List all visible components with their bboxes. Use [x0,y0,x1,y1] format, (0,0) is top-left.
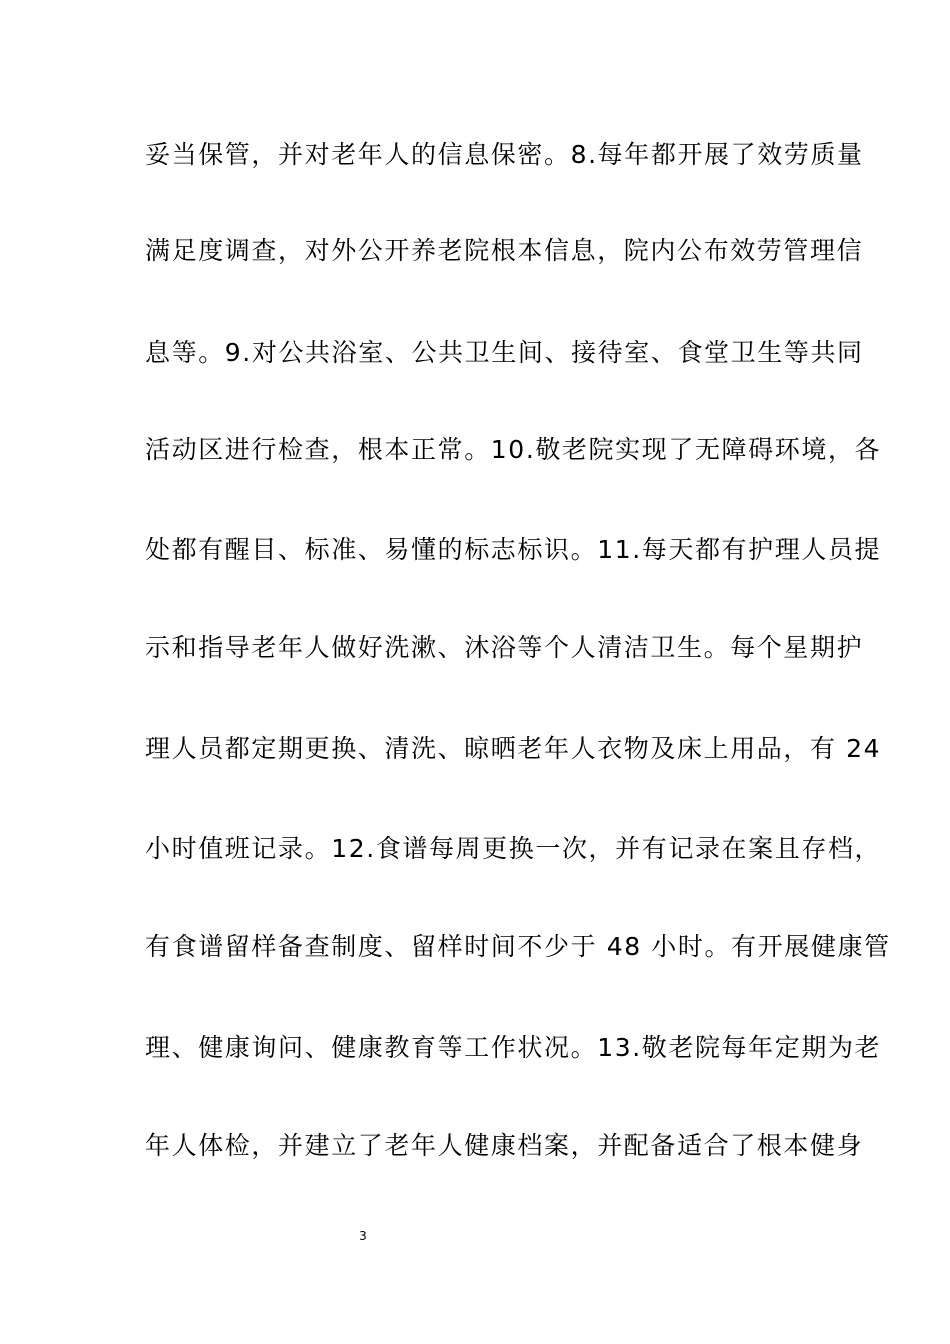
page-number: 3 [359,1229,367,1243]
text-line: 理、健康询问、健康教育等工作状况。13.敬老院每年定期为老 [145,1033,882,1062]
text-line: 年人体检，并建立了老年人健康档案，并配备适合了根本健身 [145,1131,864,1160]
text-line: 满足度调查，对外公开养老院根本信息，院内公布效劳管理信 [145,236,864,265]
text-line: 小时值班记录。12.食谱每周更换一次，并有记录在案且存档， [145,834,882,863]
text-line: 活动区进行检查，根本正常。10.敬老院实现了无障碍环境，各 [145,435,882,464]
text-line: 妥当保管，并对老年人的信息保密。8.每年都开展了效劳质量 [145,140,864,169]
text-line: 息等。9.对公共浴室、公共卫生间、接待室、食堂卫生等共同 [145,338,864,367]
text-line: 有食谱留样备查制度、留样时间不少于 48 小时。有开展健康管 [145,932,891,961]
text-line: 示和指导老年人做好洗漱、沐浴等个人清洁卫生。每个星期护 [145,633,864,662]
text-line: 处都有醒目、标准、易懂的标志标识。11.每天都有护理人员提 [145,535,882,564]
text-line: 理人员都定期更换、清洗、晾晒老年人衣物及床上用品，有 24 [145,734,882,763]
